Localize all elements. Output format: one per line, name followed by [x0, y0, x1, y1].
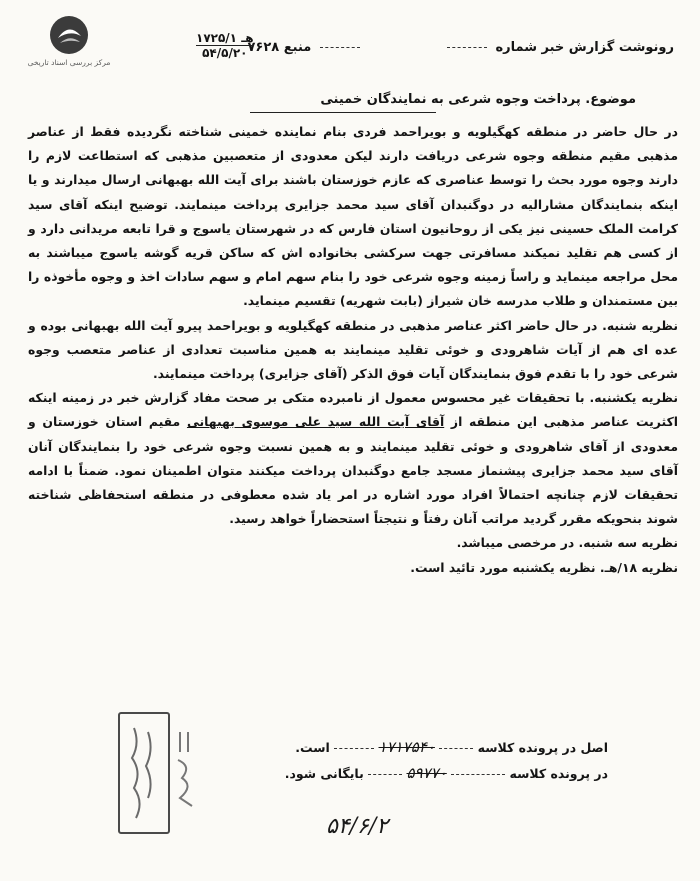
underlined-name: آقای آیت الله سید علی موسوی بهبهانی	[186, 414, 445, 430]
body-paragraph-3: نظریه یکشنبه. با تحقیقات غیر محسوس معمول از نامبرده متکی بر صحت مفاد گزارش خبر در زمینه اینکه اکثریت عناصر مذهبی این منطقه از آقای آیت الله سید علی موسوی بهبهانی مقیم استان خوزستان و معدودی از آقای شاهرودی و خوئی تقلید مینمایند و به همین نسبت وجوه شرعی خود را بنمایندگان آنان آقای سید محمد جزایری پیشنماز مسجد جامع دوگنبدان پرداخت میکنند متوان اطمینان نمود. ضمناً با ادامه تحقیقات لازم چنانچه احتمالاً افراد مورد اشاره در امر یاد شده معطوفی در منطقه استحفاظی شناخته شوند بنحویکه مقرر گردید مراتب آنان رفتاً و نتیجتاً استحضاراً خواهد رسید.	[28, 390, 679, 527]
header-title: رونوشت گزارش خبر شماره	[495, 40, 674, 55]
header-number-bottom: ۵۴/۵/۲۰	[202, 46, 248, 60]
footer-line2-prefix: در پرونده کلاسه	[509, 766, 608, 781]
footer-line-original	[295, 738, 608, 756]
body-paragraph-4: نظریه سه شنبه. در مرخصی میباشد.	[456, 535, 678, 551]
footer-line1-suffix: است.	[295, 740, 330, 755]
footer-line1-number: ۱۷۱۷۵۴۰	[378, 738, 435, 756]
footer-line2-number: ۵۹۷۷۰	[406, 764, 447, 782]
archive-logo-icon	[48, 14, 90, 56]
bottom-handwritten-date: ۵۴/۶/۲	[326, 814, 389, 839]
footer-line2-dots	[451, 774, 505, 775]
body-paragraph-5: نظریه ۱۸/هـ. نظریه یکشنبه مورد تائید است.	[410, 559, 678, 575]
header-number	[196, 32, 254, 59]
archive-stamp-icon	[118, 712, 170, 834]
header-dashes-2	[320, 47, 360, 48]
body-paragraph-1: در حال حاضر در منطقه کهگیلویه و بویراحمد فردی بنام نماینده خمینی شناخته نگردیده فقط از عناصر مذهبی مقیم منطقه وجوه شرعی دریافت دارند لیکن معدودی از متعصبین مذهبی که استطاعت لازم را دارند وجوه مورد بحث را توسط عناصری که عازم خوزستان باشند برای آیت الله بهبهانی ارسال میدارند و یا اینکه بنمایندگان مشارالیه در دوگنبدان آقای سید محمد جزایری پرداخت مینمایند. توضیح اینکه آقای سید کرامت الملک حسینی نیز یکی از روحانیون استان فارس که در شهرستان یاسوج و قرا تابعه مریدانی دارد و از کسی هم تقلید نمیکند مسافرتی جهت سرکشی بخانواده اش که ساکن قریه گوشه یاسوج میباشند به محل مراجعه مینماید و راساً زمینه وجوه شرعی خود را بنام سهم امام و سهم سادات اخذ و وجوه مأخوذه را بین مستمندان و طلاب مدرسه خان شیراز (بابت شهریه) تقسیم مینماید.	[28, 124, 678, 309]
header-number-top: ۱۷۲۵/۱ هـ	[196, 31, 254, 45]
header-source: منبع ۷۶۲۸	[247, 40, 312, 55]
subject-underline	[250, 112, 436, 113]
subject-line: موضوع. پرداخت وجوه شرعی به نمایندگان خمینی	[320, 92, 636, 107]
report-body	[28, 120, 678, 580]
footer-line1-dots-2	[334, 748, 374, 749]
stamp-scribble-icon	[120, 714, 164, 828]
body-paragraph-2: نظریه شنبه. در حال حاضر اکثر عناصر مذهبی در منطقه کهگیلویه و بویراحمد پیرو آیت الله بهبهانی بوده و عده ای هم از آیات شاهرودی و خوئی تقلید مینمایند به همین مناسبت تعدادی از عناصر متعصب وجوه شرعی خود را با تقدم فوق بنمایندگان آیات فوق الذکر (آقای جزایری) پرداخت مینمایند.	[28, 317, 678, 382]
header-dashes	[447, 47, 487, 48]
footer-line2-dots-2	[368, 774, 402, 775]
footer-line1-dots	[439, 748, 473, 749]
footer-line-copy	[285, 764, 608, 782]
margin-handwriting-icon	[172, 726, 200, 812]
footer-line2-suffix: بایگانی شود.	[284, 766, 364, 781]
report-header	[204, 40, 674, 55]
logo-caption: مرکز بررسی اسناد تاریخی	[27, 58, 111, 67]
footer-line1-prefix: اصل در پرونده کلاسه	[477, 740, 608, 755]
